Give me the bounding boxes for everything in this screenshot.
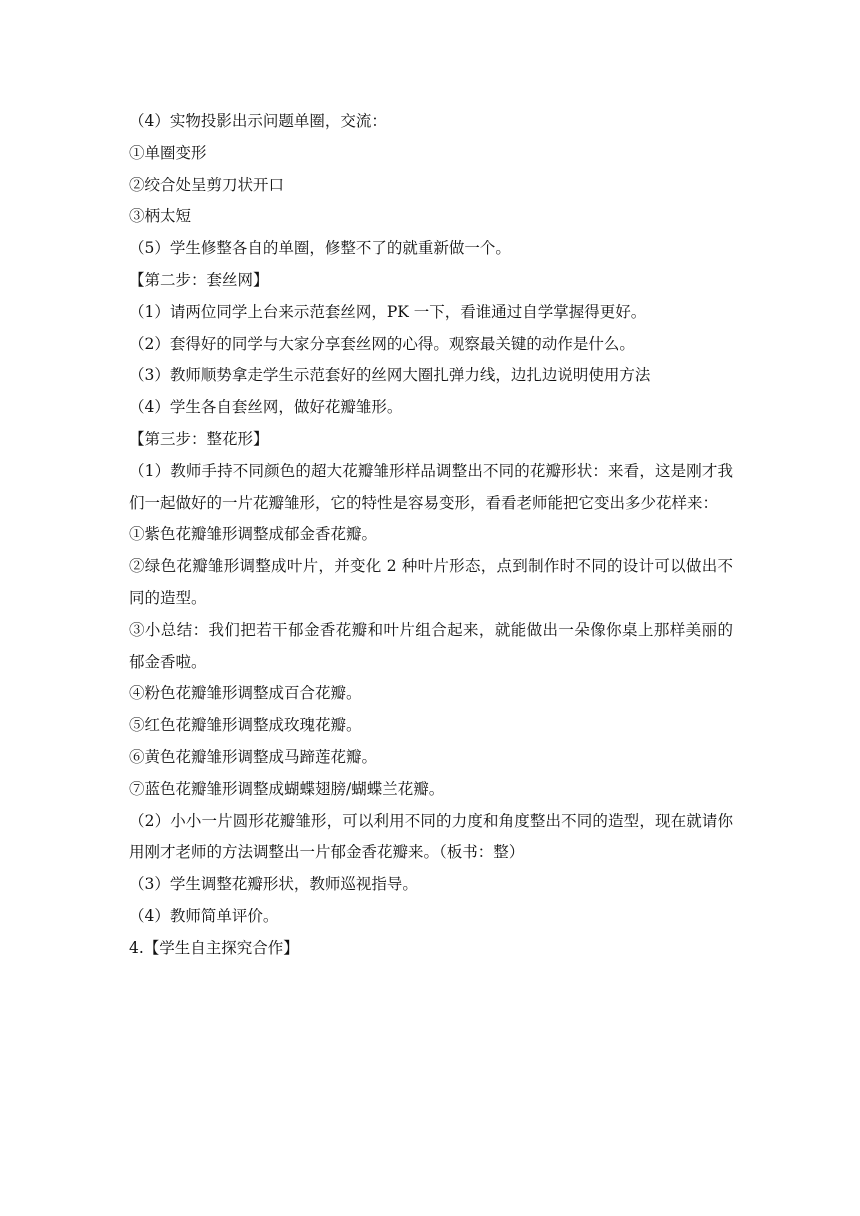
paragraph-shape-7: ⑦蓝色花瓣雏形调整成蝴蝶翅膀/蝴蝶兰花瓣。 bbox=[129, 779, 445, 798]
paragraph-step3-item4: （4）教师简单评价。 bbox=[129, 906, 279, 925]
paragraph-step1-item4: （4）实物投影出示问题单圈，交流： bbox=[129, 112, 387, 130]
section-heading-4: 4.【学生自主探究合作】 bbox=[129, 938, 299, 957]
paragraph-step3-item2: （2）小小一片圆形花瓣雏形，可以利用不同的力度和角度整出不同的造型，现在就请你用刚才老师的方法调整出一片郁金香花瓣来。（板书：整） bbox=[129, 811, 733, 862]
paragraph-shape-4: ④粉色花瓣雏形调整成百合花瓣。 bbox=[129, 684, 362, 703]
paragraph-shape-3: ③小总结：我们把若干郁金香花瓣和叶片组合起来，就能做出一朵像你桌上那样美丽的郁金香啦。 bbox=[129, 620, 733, 671]
document-body bbox=[129, 106, 733, 965]
paragraph-step2-item4: （4）学生各自套丝网，做好花瓣雏形。 bbox=[129, 398, 403, 417]
section-heading-step3: 【第三步：整花形】 bbox=[129, 429, 269, 448]
paragraph-shape-2: ②绿色花瓣雏形调整成叶片，并变化 2 种叶片形态，点到制作时不同的设计可以做出不同的造型。 bbox=[129, 557, 733, 607]
paragraph-shape-5: ⑤红色花瓣雏形调整成玫瑰花瓣。 bbox=[129, 716, 362, 735]
paragraph-step3-item1: （1）教师手持不同颜色的超大花瓣雏形样品调整出不同的花瓣形状：来看，这是刚才我们一起做好的一片花瓣雏形，它的特性是容易变形，看看老师能把它变出多少花样来： bbox=[129, 461, 733, 512]
paragraph-shape-1: ①紫色花瓣雏形调整成郁金香花瓣。 bbox=[129, 525, 378, 544]
section-heading-step2: 【第二步：套丝网】 bbox=[129, 270, 269, 289]
paragraph-shape-6: ⑥黄色花瓣雏形调整成马蹄莲花瓣。 bbox=[129, 747, 378, 766]
paragraph-problem-3: ③柄太短 bbox=[129, 207, 192, 226]
paragraph-problem-1: ①单圈变形 bbox=[129, 143, 207, 162]
paragraph-step1-item5: （5）学生修整各自的单圈，修整不了的就重新做一个。 bbox=[129, 239, 511, 258]
paragraph-step3-item3: （3）学生调整花瓣形状，教师巡视指导。 bbox=[129, 875, 418, 894]
paragraph-step2-item2: （2）套得好的同学与大家分享套丝网的心得。观察最关键的动作是什么。 bbox=[129, 334, 635, 353]
paragraph-problem-2: ②绞合处呈剪刀状开口 bbox=[129, 175, 285, 194]
paragraph-step2-item3: （3）教师顺势拿走学生示范套好的丝网大圈扎弹力线，边扎边说明使用方法 bbox=[129, 366, 651, 385]
paragraph-step2-item1: （1）请两位同学上台来示范套丝网，PK 一下，看谁通过自学掌握得更好。 bbox=[129, 302, 647, 321]
